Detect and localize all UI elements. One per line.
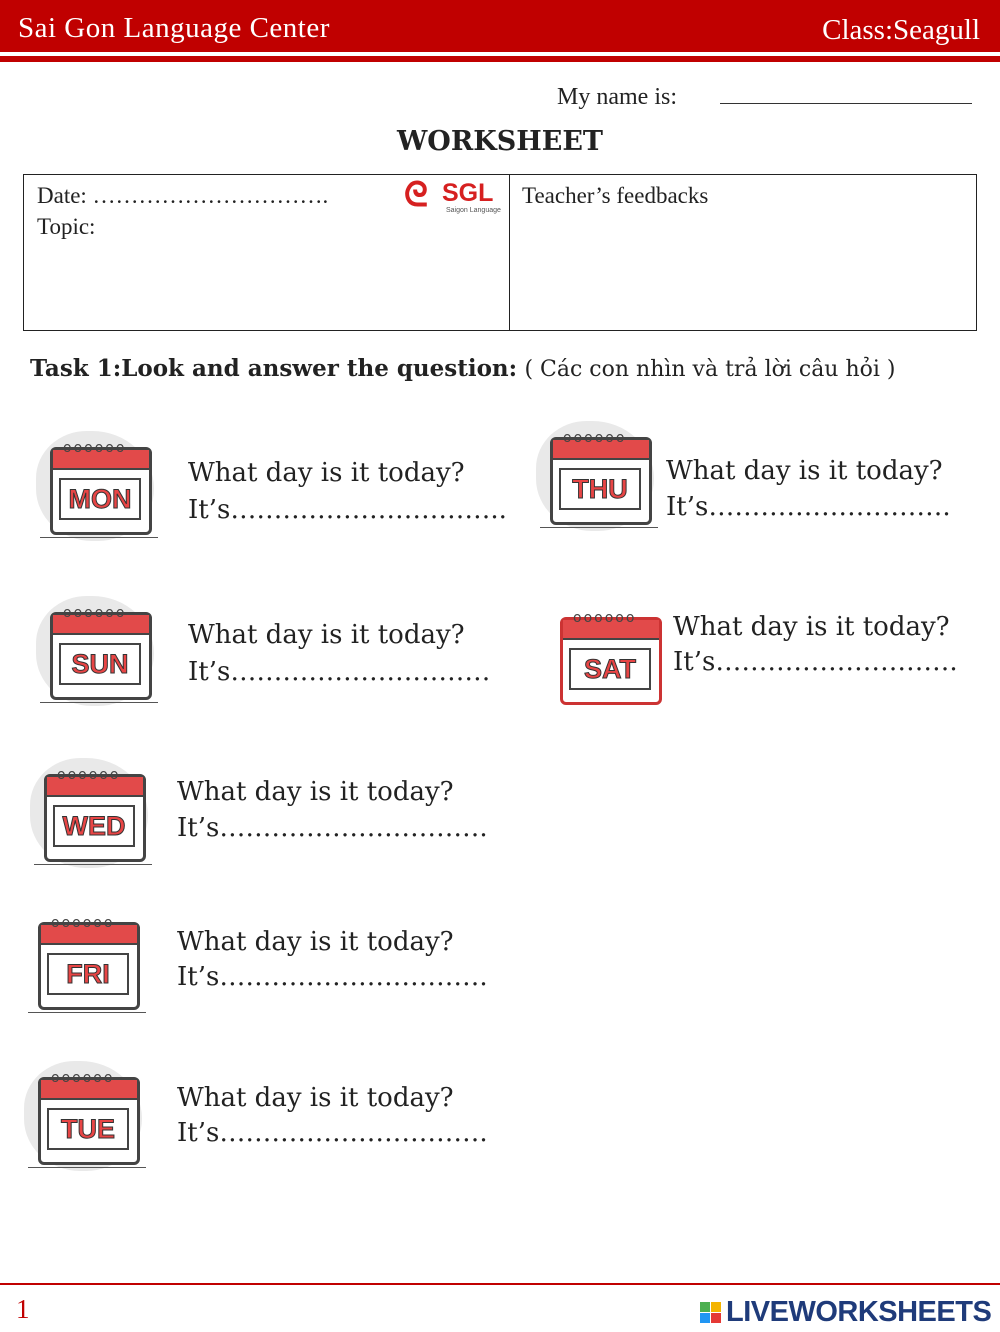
question-text: What day is it today? <box>188 458 465 488</box>
header-divider <box>0 56 1000 62</box>
question-text: What day is it today? <box>666 456 943 486</box>
name-field[interactable] <box>720 103 972 104</box>
center-name: Sai Gon Language Center <box>18 12 330 44</box>
question-text: What day is it today? <box>177 927 454 957</box>
calendar-day-label: FRI <box>47 953 129 995</box>
calendar-tue-icon: oooooo TUE <box>18 1055 148 1185</box>
answer-field[interactable]: It’s………………………. <box>673 647 958 677</box>
box-divider <box>509 175 510 330</box>
sgl-logo <box>404 177 504 219</box>
calendar-day-label: SAT <box>569 648 651 690</box>
logo-subtext: Saigon Language <box>446 207 501 214</box>
calendar-wed-icon: oooooo WED <box>24 752 154 882</box>
question-text: What day is it today? <box>177 777 454 807</box>
name-label: My name is: <box>557 84 677 110</box>
calendar-day-label: MON <box>59 478 141 520</box>
calendar-sat-icon: oooooo SAT <box>540 595 670 725</box>
calendar-day-label: TUE <box>47 1108 129 1150</box>
task-heading <box>30 355 896 382</box>
info-box <box>23 174 977 331</box>
task-title: Task 1:Look and answer the question: <box>30 355 518 382</box>
calendar-fri-icon: oooooo FRI <box>18 900 148 1030</box>
page-number: 1 <box>16 1294 30 1324</box>
answer-field[interactable]: It’s…………………………. <box>177 962 488 992</box>
topic-label: Topic: <box>37 214 96 239</box>
header-bar <box>0 0 1000 52</box>
answer-field[interactable]: It’s…………………………. <box>177 813 488 843</box>
calendar-day-label: SUN <box>59 643 141 685</box>
task-instruction: ( Các con nhìn và trả lời câu hỏi ) <box>524 357 896 382</box>
question-text: What day is it today? <box>177 1083 454 1113</box>
calendar-thu-icon: oooooo THU <box>530 415 660 545</box>
answer-field[interactable]: It’s………………………….. <box>188 495 507 525</box>
question-text: What day is it today? <box>673 612 950 642</box>
date-label: Date: …………………………. <box>37 183 329 208</box>
answer-field[interactable]: It’s………………………… <box>188 657 491 687</box>
calendar-mon-icon: oooooo MON <box>30 425 160 555</box>
class-label: Class:Seagull <box>822 14 980 46</box>
worksheet-title: WORKSHEET <box>396 126 603 157</box>
liveworksheets-logo-icon <box>700 1302 722 1324</box>
feedback-label: Teacher’s feedbacks <box>522 183 709 208</box>
logo-text: SGL <box>442 179 494 207</box>
question-text: What day is it today? <box>188 620 465 650</box>
calendar-day-label: THU <box>559 468 641 510</box>
answer-field[interactable]: It’s…………………………. <box>177 1118 488 1148</box>
answer-field[interactable]: It’s………………………. <box>666 492 951 522</box>
footer-divider <box>0 1283 1000 1285</box>
calendar-day-label: WED <box>53 805 135 847</box>
calendar-sun-icon: oooooo SUN <box>30 590 160 720</box>
logo-swirl-icon: ᘓ <box>404 175 428 215</box>
liveworksheets-brand[interactable]: LIVEWORKSHEETS <box>726 1296 992 1328</box>
